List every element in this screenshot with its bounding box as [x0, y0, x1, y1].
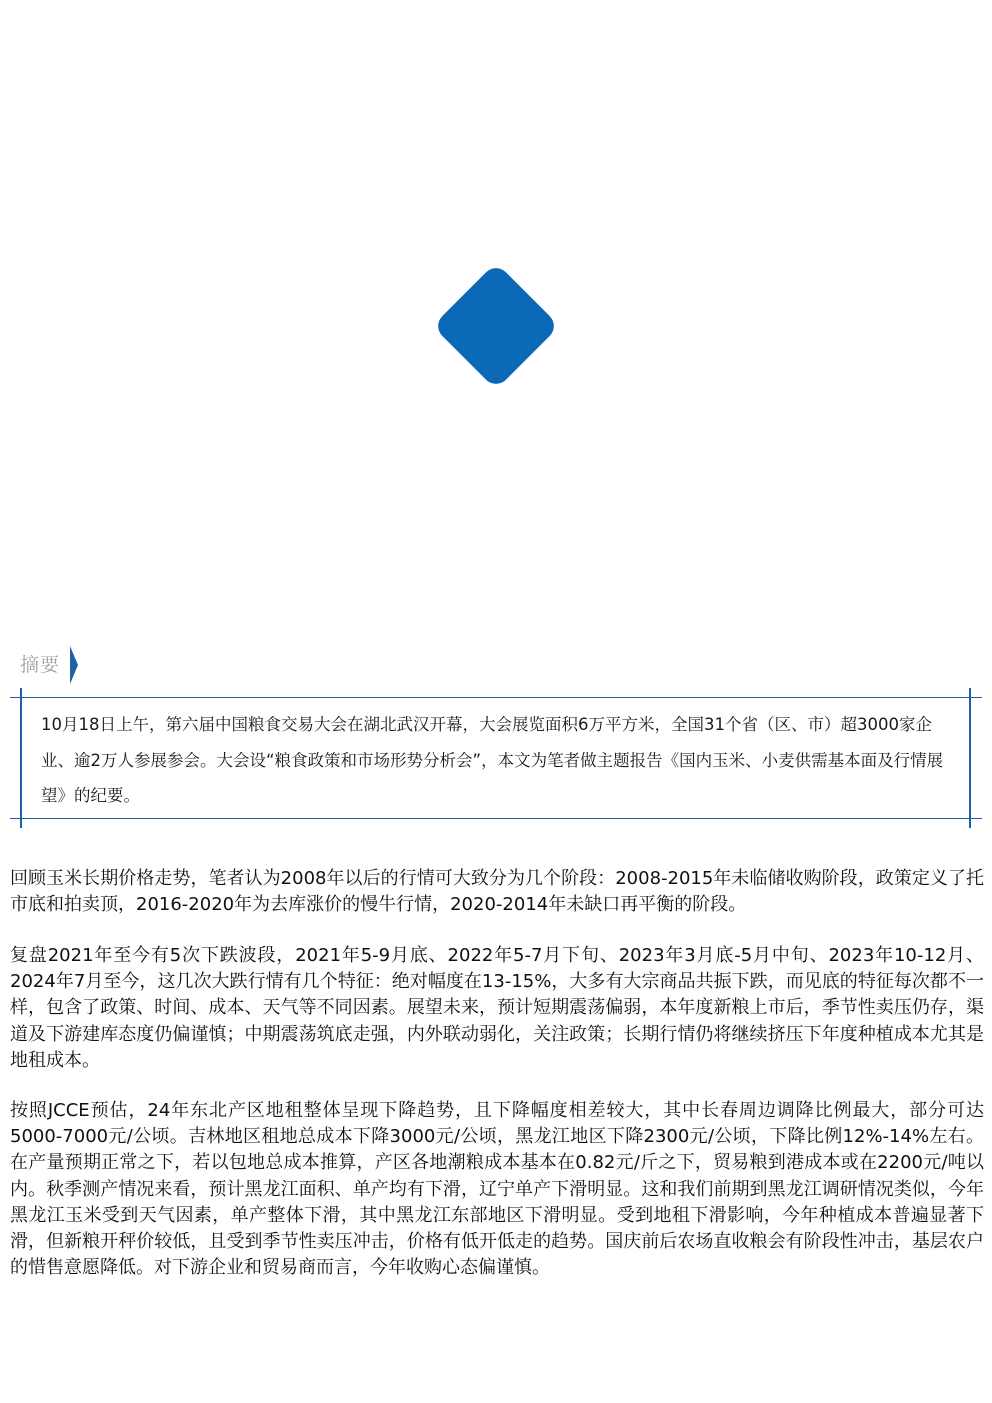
diamond-icon	[425, 255, 567, 397]
abstract-top-rule	[10, 697, 982, 698]
logo-diamond-icon	[425, 255, 567, 397]
abstract-bottom-rule	[10, 818, 982, 819]
chevron-right-icon	[68, 644, 80, 686]
body-paragraph-2: 复盘2021年至今有5次下跌波段，2021年5-9月底、2022年5-7月下旬、2023年3月底-5月中旬、2023年10-12月、2024年7月至今，这几次大跌行情有几个特征：绝对幅度在13-15%，大多有大宗商品共振下跌，而见底的特征每次都不一样，包含了政策、时间、成本、天气等不同因素。展望未来，预计短期震荡偏弱，本年度新粮上市后，季节性卖压仍存，渠道及下游建库态度仍偏谨慎；中期震荡筑底走强，内外联动弱化，关注政策；长期行情仍将继续挤压下年度种植成本尤其是地租成本。	[10, 945, 984, 1071]
abstract-box	[10, 697, 982, 819]
body-paragraph-3: 按照JCCE预估，24年东北产区地租整体呈现下降趋势，且下降幅度相差较大，其中长春周边调降比例最大，部分可达5000-7000元/公顷。吉林地区租地总成本下降3000元/公顷，黑龙江地区下降2300元/公顷，下降比例12%-14%左右。在产量预期正常之下，若以包地总成本推算，产区各地潮粮成本基本在0.82元/斤之下，贸易粮到港成本或在2200元/吨以内。秋季测产情况来看，预计黑龙江面积、单产均有下滑，辽宁单产下滑明显。这和我们前期到黑龙江调研情况类似，今年黑龙江玉米受到天气因素，单产整体下滑，其中黑龙江东部地区下滑明显。受到地租下滑影响，今年种植成本普遍显著下滑，但新粮开秤价较低，且受到季节性卖压冲击，价格有低开低走的趋势。国庆前后农场直收粮会有阶段性冲击，基层农户的惜售意愿降低。对下游企业和贸易商而言，今年收购心态偏谨慎。	[10, 1100, 984, 1279]
abstract-right-rule	[969, 688, 971, 828]
body-paragraph-1: 回顾玉米长期价格走势，笔者认为2008年以后的行情可大致分为几个阶段：2008-2015年未临储收购阶段，政策定义了托市底和拍卖顶，2016-2020年为去库涨价的慢牛行情，2020-2014年未缺口再平衡的阶段。	[10, 868, 984, 916]
abstract-text: 10月18日上午，第六届中国粮食交易大会在湖北武汉开幕，大会展览面积6万平方米，全国31个省（区、市）超3000家企业、逾2万人参展参会。大会设“粮食政策和市场形势分析会”，本文为笔者做主题报告《国内玉米、小麦供需基本面及行情展望》的纪要。	[41, 715, 944, 805]
abstract-left-rule	[20, 688, 22, 828]
summary-heading: 摘要	[20, 654, 61, 676]
